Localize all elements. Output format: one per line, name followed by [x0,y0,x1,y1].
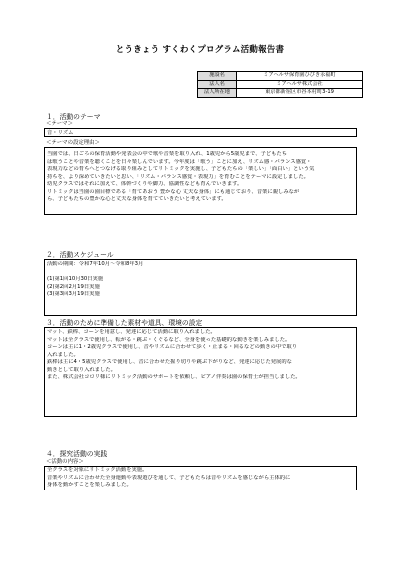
schedule-line: (2)第2回2月19日実施 [47,283,100,290]
address-label: 法人所在地 [198,89,237,98]
section2-heading: ２．活動スケジュール [46,251,114,259]
section4-heading: ４．探究活動の実践 [46,450,108,458]
report-title: とうきょう すくわくプログラム活動報告書 [115,45,285,55]
facility-value: ミアヘルサ保育園ひびき永福町 [237,72,363,81]
theme-value: 音・リズム [47,130,74,136]
reason-line: ら、子どもたちの豊かな心と丈夫な身体を育てていきたいと考えています。 [47,196,227,202]
reason-line: 表現力などの育ちへとつなげる取り組みとしてリトミックを実施し、子どもたちの「楽しい」「面白い」という気 [47,166,315,172]
materials-line: 鉄棒は主に4・5歳児クラスで使用し、音に合わせた握り切りや跳ぶ下がりなど、発達に応じた発展的な [47,359,292,365]
reason-line: は歌うことや音楽を聴くことを日々楽しんでいます。今年度は「歌う」ことに加え、リズム感・バランス感覚・ [47,158,312,165]
reason-line: 幼児クラスではそれに加えて、体幹づくりや脚力、協調性なども育んでいきます。 [47,181,243,187]
reason-label: ＜テーマの設定理由＞ [46,140,100,146]
materials-box [44,327,357,417]
content-label: ＜活動の内容＞ [46,459,84,465]
reason-line: 持ちを、より深めていきたいと思い、「リズム・バランス感覚・表現力」を育むことをテーマに設定しました。 [47,173,309,180]
facility-info-table [197,71,363,98]
reason-line: 当園では、日ごろの保育活動や発表会の中で歌や音楽を取り入れ、1歳児から5歳児まで、子どもたち [47,151,288,157]
theme-label: ＜テーマ＞ [46,121,73,127]
corporation-value: ミアヘルサ株式会社 [237,80,363,89]
content-line: 身体を動かすことを楽しみました。 [47,482,132,488]
schedule-box [44,259,357,316]
facility-label: 施設名 [198,72,237,81]
content-line: 音楽やリズムに合わせた全身運動や表現遊びを通して、子どもたちは音やリズムを感じながら主体的に [47,474,291,481]
content-line: 全クラスを対象にリトミック活動を実施。 [47,467,148,473]
materials-line: マット、鉄棒、コーンを用意し、発達に応じて活動に取り入れました。 [47,329,216,335]
corporation-row [198,80,363,89]
materials-line: 入れました。 [47,351,79,358]
content-box [44,466,357,490]
reason-box [44,147,357,215]
schedule-line [47,269,354,277]
schedule-line: (1)第1回10月30日実施 [47,276,104,282]
schedule-line: 活動の期間：令和7年10月～令和8年3月 [47,261,144,267]
facility-row [198,72,363,81]
corporation-label: 法人名 [198,80,237,89]
reason-line: リトミックは当園の園目標である「育てあおう 豊かな心 丈夫な身体」にも通じており、音楽に親しみなが [47,188,300,195]
address-value: 東京都新宿区市谷本村町3-19 [237,89,363,98]
materials-line: また、株式会社コロリ様にリトミック活動のサポートを依頼し、ピアノ伴奏は園の保育士が担当しました。 [47,374,301,380]
section3-heading: ３．活動のために準備した素材や道具、環境の設定 [46,319,203,327]
materials-line: 動きとして取り入れました。 [47,366,116,373]
materials-line: マットは全クラスで使用し、転がる・跳ぶ・くぐるなど、全身を使った基礎的な動きを楽しみました。 [47,336,291,343]
theme-box [44,128,357,137]
materials-line: コーンは主に1・2歳児クラスで使用し、音やリズムに合わせて歩く・止まる・回るなどの動きの中で取り [47,344,298,350]
section1-heading: １．活動のテーマ [46,113,101,121]
schedule-line: (3)第3回3月19日実施 [47,291,100,297]
address-row [198,89,363,98]
